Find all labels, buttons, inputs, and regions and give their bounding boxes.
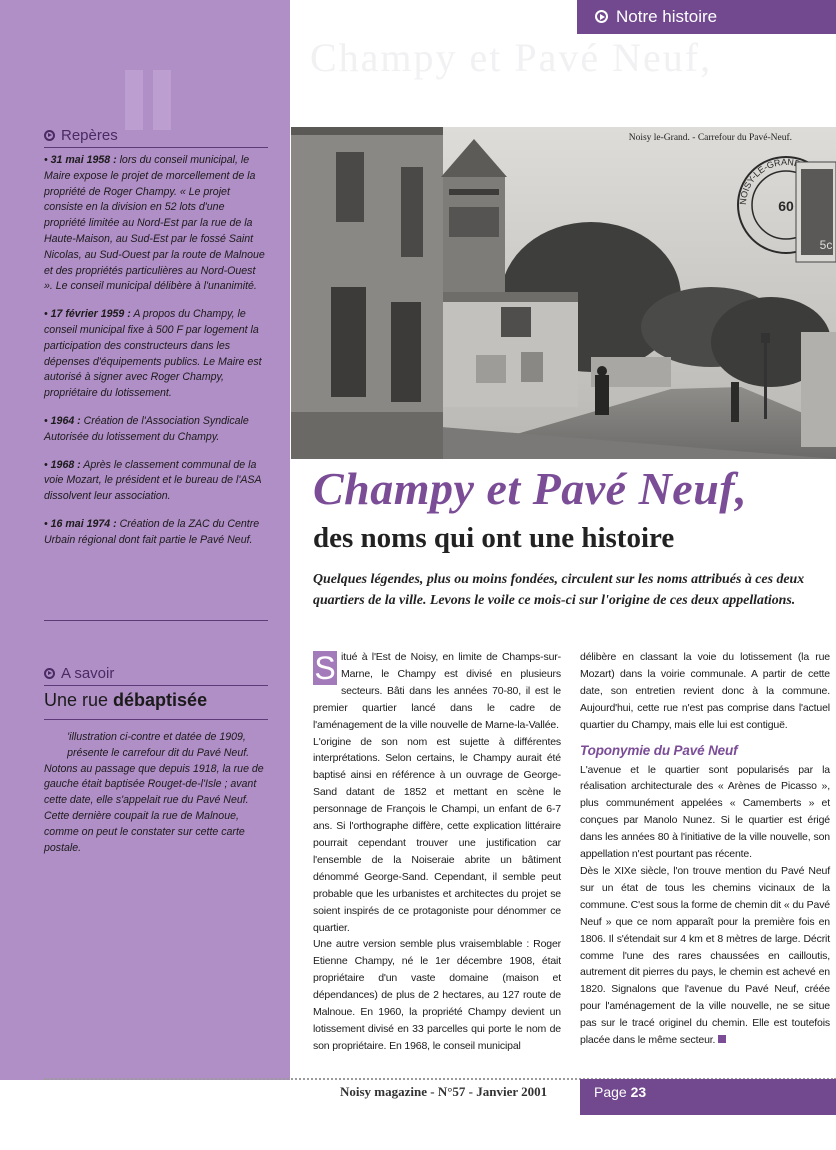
repere-date: 16 mai 1974 : <box>50 517 117 530</box>
repere-item: • 31 mai 1958 : lors du conseil municipal, le Maire expose le projet de morcellement de la propriété de Roger Champy. « Le projet consiste en la division en 52 lots d'une propriété limitée au Nord-Est par la rue de la Haute-Maison, au Sud-Est par le fossé Saint Nicolas, au Sud-Ouest par la route de Malnoue et des propriétés particulières au Nord-Ouest ». Le conseil municipal délibère à l'unanimité. <box>44 154 265 293</box>
asavoir-title: Une rue débaptisée <box>44 690 208 710</box>
historic-postcard-photo <box>291 127 836 459</box>
footer-publication: Noisy magazine - N°57 - Janvier 2001 <box>340 1084 548 1099</box>
asavoir-text: L 'illustration ci-contre et datée de 1909, présente le carrefour dit du Pavé Neuf. Notons au passage que depuis 1918, la rue de gauche était baptisée Rouget-de-l'Isle ; avant cette date, elle s'appelait rue du Pavé Neuf. Cette dernière coupait la rue de Malnoue, comme on peut le constater sur cette carte postale. <box>44 723 264 854</box>
article-dropcap: S <box>314 650 336 686</box>
paragraph: Une autre version semble plus vraisemblable : Roger Etienne Champy, né le 1er décembre 1908, était propriétaire d'un vaste domaine (maison et dépendances) de plus de 2 hectares, au 127 route de Malnoue. En 1960, la propriété Champy devient un lotissement divisé en 33 parcelles qui porte le nom de son propriétaire. En 1968, le conseil municipal <box>313 938 561 1052</box>
photo-caption: Noisy le-Grand. - Carrefour du Pavé-Neuf. <box>628 133 792 143</box>
page-number-box: Page 23 <box>580 1079 836 1115</box>
paragraph: L'origine de son nom est sujette à différentes interprétations. Selon certains, le Champy aurait été baptisé ainsi en référence à un ouvrage de George-Sand datant de 1852 et mettant en scène le personnage de François le Champi, un enfant de 6-7 ans. Si l'orthographe diffère, cette explication littéraire pourrait cependant trouver une justification car l'ensemble de la Noiseraie abrite un bâtiment dénommé George-Sand. Cependant, il semble peut probable que les urbanistes et architectes du projet se soient inspirés de ce protagoniste pour dénommer ce quartier. <box>313 735 561 934</box>
repere-item: • 1964 : Création de l'Association Syndicale Autorisée du lotissement du Champy. <box>44 414 249 443</box>
decorative-arrow <box>125 70 171 130</box>
arrow-bullet-icon <box>595 10 608 23</box>
repere-date: 17 février 1959 : <box>50 308 131 321</box>
arrow-bullet-icon <box>44 130 55 141</box>
page-number: 23 <box>630 1084 647 1100</box>
reperes-list <box>44 153 266 561</box>
stamp-text: NOISY-LE-GRAN <box>737 156 795 206</box>
stamp-date: 60 <box>778 198 794 214</box>
section-banner: Notre histoire <box>577 0 836 34</box>
repere-date: 1968 : <box>50 458 81 471</box>
repere-date: 31 mai 1958 : <box>50 154 117 166</box>
asavoir-heading: A savoir <box>44 664 268 686</box>
watermark-title: Champy et Pavé Neuf, <box>310 35 713 80</box>
divider <box>44 620 268 621</box>
stamp-value: 5c <box>819 238 833 252</box>
repere-item: • 1968 : Après le classement communal de la voie Mozart, le président et le bureau de l'ASA dissolvent leur association. <box>44 458 262 503</box>
sidebar <box>0 0 290 1080</box>
repere-item: • 17 février 1959 : A propos du Champy, le conseil municipal fixe à 500 F par logement la participation des constructeurs dans les dépenses d'équipements publics. Le Maire est autorisé à signer avec Roger Champy, propriétaire du lotissement. <box>44 308 262 400</box>
paragraph: L'avenue et le quartier sont popularisés par la réalisation architecturale des « Arènes de Picasso », plus communément appelées « Camemberts » et conçues par Manolo Nunez. Si le quartier est érigé dans les années 80 à l'initiative de la ville nouvelle, son appellation n'est pourtant pas récente. <box>580 763 830 861</box>
asavoir-dropcap: L <box>44 723 66 765</box>
paragraph: S itué à l'Est de Noisy, en limite de Champs-sur-Marne, le Champy est divisé en plusieurs secteurs. Bâti dans les années 70-80, il est le premier quartier lancé dans le cadre de l'aménagement de la ville nouvelle de Marne-la-Vallée. <box>313 650 561 731</box>
divider <box>44 719 268 720</box>
repere-text: lors du conseil municipal, le Maire expose le projet de morcellement de la propriété de Roger Champy. « Le projet consiste en la division en 52 lots d'une propriété limitée au Nord-Est par la rue de la Haute-Maison, au Sud-Est par le fossé Saint Nicolas, au Sud-Ouest par la route de Malnoue et des propriétés particulières au Nord-Ouest ». Le conseil municipal délibère à l'unanimité. <box>44 154 265 293</box>
article-column-2 <box>580 649 830 1049</box>
repere-item: • 16 mai 1974 : Création de la ZAC du Centre Urbain régional dont fait partie le Pavé Neuf. <box>44 517 260 546</box>
article-column-1 <box>313 649 561 1055</box>
postcard-illustration <box>291 127 836 459</box>
paragraph: Dès le XIXe siècle, l'on trouve mention du Pavé Neuf sur un état de tous les chemins vicinaux de la commune. C'est sous la forme de chemin dit « du Pavé Neuf » que ce nom apparaît pour la première fois en 1806. Il s'étendait sur 4 km et 8 mètres de large. Décrit comme l'une des rares chaussées en cailloutis, autrement dit pierres du pays, le chemin est achevé en 1820. Signalons que l'avenue du Pavé Neuf, créée pour l'aménagement de la ville nouvelle, ne se situe pas sur le tracé originel du chemin. Elle est toutefois placée dans le même secteur. <box>580 864 830 1047</box>
paragraph: délibère en classant la voie du lotissement (la rue Mozart) dans la voirie communale. A partir de cette date, son entretien revient donc à la commune. Aujourd'hui, cette rue n'est pas comprise dans l'actuel quartier du Champy, mais elle lui est contiguë. <box>580 651 830 731</box>
reperes-heading: Repères <box>44 126 268 148</box>
repere-text: A propos du Champy, le conseil municipal fixe à 500 F par logement la participation des constructeurs dans les dépenses d'équipements publics. Le Maire est autorisé à signer avec Roger Champy, propriétaire du lotissement. <box>44 308 262 400</box>
article-title: Champy et Pavé Neuf, <box>313 463 748 514</box>
repere-text: Création de l'Association Syndicale Autorisée du lotissement du Champy. <box>44 414 249 443</box>
article-subtitle: des noms qui ont une histoire <box>313 522 675 554</box>
repere-date: 1964 : <box>50 414 81 427</box>
article-lead: Quelques légendes, plus ou moins fondées, circulent sur les noms attribués à ces deux quartiers de la ville. Levons le voile ce mois-ci sur l'origine de ces deux appellations. <box>313 572 805 608</box>
arrow-bullet-icon <box>44 668 55 679</box>
section-heading: Toponymie du Pavé Neuf <box>580 742 738 758</box>
repere-text: Après le classement communal de la voie Mozart, le président et le bureau de l'ASA dissolvent leur association. <box>44 458 262 503</box>
end-mark-icon <box>718 1035 726 1043</box>
repere-text: Création de la ZAC du Centre Urbain régional dont fait partie le Pavé Neuf. <box>44 517 260 546</box>
